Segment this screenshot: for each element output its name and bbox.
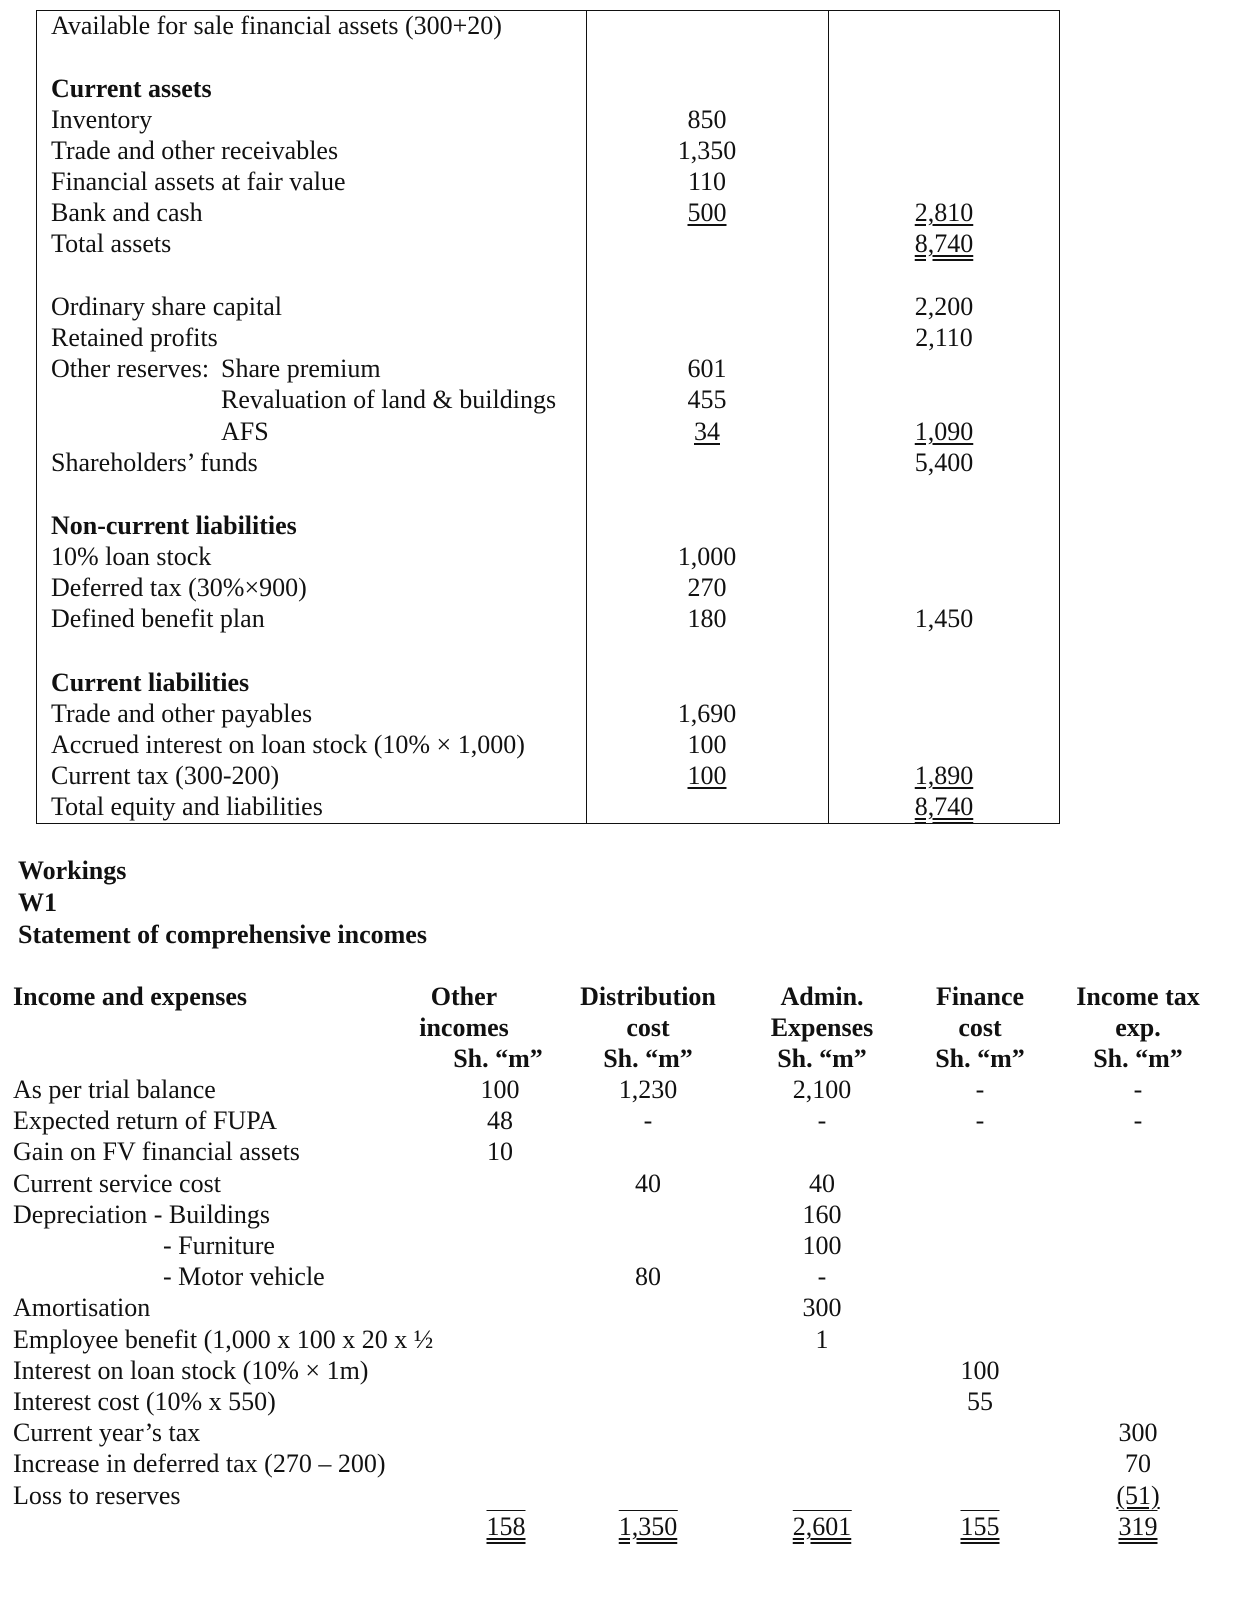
sci-row-label: Current service cost: [13, 1169, 221, 1198]
sci-cell-value: -: [975, 1075, 985, 1104]
total-finance-cost: 155: [960, 1512, 1000, 1541]
cl-mid-value: 100: [687, 761, 727, 790]
sci-row-label: Depreciation - Buildings: [13, 1200, 271, 1229]
sci-cell-value: 100: [960, 1356, 1000, 1385]
ncl-label: Defined benefit plan: [51, 604, 265, 633]
col-header: cost: [626, 1013, 670, 1042]
ca-label: Trade and other receivables: [51, 136, 339, 165]
total-admin-expenses: 2,601: [792, 1512, 852, 1541]
total-assets-value: 8,740: [914, 229, 974, 258]
workings-title: Workings: [18, 856, 127, 885]
ncl-label: Deferred tax (30%×900): [51, 573, 307, 602]
ncl-mid-value: 1,000: [677, 542, 737, 571]
reserves-subtotal: 1,090: [914, 417, 974, 446]
sci-cell-value: 55: [967, 1387, 993, 1416]
afs-row-label: Available for sale financial assets (300+20): [51, 11, 502, 40]
sci-cell-value: 1: [815, 1325, 829, 1354]
cl-label: Current tax (300-200): [51, 761, 280, 790]
sci-row-label: Interest cost (10% x 550): [13, 1387, 276, 1416]
col-header: cost: [958, 1013, 1002, 1042]
ca-label: Financial assets at fair value: [51, 167, 346, 196]
sci-cell-value: -: [1133, 1075, 1143, 1104]
col-header: Admin.: [780, 982, 864, 1011]
total-el-label: Total equity and liabilities: [51, 792, 323, 821]
ca-subtotal: 2,810: [914, 198, 974, 227]
col-header: exp.: [1115, 1013, 1161, 1042]
sci-cell-value: 70: [1125, 1449, 1151, 1478]
equity-label: Retained profits: [51, 323, 218, 352]
sci-row-label: Expected return of FUPA: [13, 1106, 278, 1135]
sci-cell-value: 2,100: [792, 1075, 852, 1104]
sci-cell-value: 100: [802, 1231, 842, 1260]
reserve-label: Share premium: [221, 354, 381, 383]
col-header: Sh. “m”: [935, 1044, 1025, 1073]
sci-cell-value: 80: [635, 1262, 661, 1291]
ncl-label: 10% loan stock: [51, 542, 212, 571]
reserve-value: 34: [694, 417, 720, 446]
ncl-subtotal: 1,450: [914, 604, 974, 633]
sci-row-label: Current year’s tax: [13, 1418, 201, 1447]
ca-label: Inventory: [51, 105, 153, 134]
current-assets-heading: Current assets: [51, 74, 212, 103]
reserve-value: 455: [687, 385, 727, 414]
col-header: Distribution: [580, 982, 716, 1011]
sci-cell-value: 160: [802, 1200, 842, 1229]
sci-row-label: Interest on loan stock (10% × 1m): [13, 1356, 369, 1385]
col-header: Other: [430, 982, 498, 1011]
sci-cell-value: 300: [802, 1293, 842, 1322]
sci-row-label: - Motor vehicle: [163, 1262, 325, 1291]
ncl-mid-value: 180: [687, 604, 727, 633]
sci-cell-value: -: [1133, 1106, 1143, 1135]
shareholders-funds-label: Shareholders’ funds: [51, 448, 258, 477]
reserve-label: Revaluation of land & buildings: [221, 385, 557, 414]
total-assets-label: Total assets: [51, 229, 172, 258]
ncl-mid-value: 270: [687, 573, 727, 602]
sci-row-label: As per trial balance: [13, 1075, 216, 1104]
sci-cell-value: 40: [809, 1169, 835, 1198]
col-header: Expenses: [770, 1013, 874, 1042]
cl-label: Accrued interest on loan stock (10% × 1,000): [51, 730, 525, 759]
col-header: Sh. “m”: [453, 1044, 543, 1073]
sci-cell-value: 10: [487, 1137, 513, 1166]
sci-cell-value: (51): [1116, 1481, 1160, 1510]
sci-title: Statement of comprehensive incomes: [18, 920, 427, 949]
ca-label: Bank and cash: [51, 198, 203, 227]
total-el-value: 8,740: [914, 792, 974, 821]
reserve-value: 601: [687, 354, 727, 383]
equity-value: 2,200: [914, 292, 974, 321]
ca-mid-value: 500: [687, 198, 727, 227]
ca-mid-value: 1,350: [677, 136, 737, 165]
sci-cell-value: -: [975, 1106, 985, 1135]
sci-cell-value: -: [817, 1106, 827, 1135]
equity-label: Ordinary share capital: [51, 292, 283, 321]
sci-header-label: Income and expenses: [13, 982, 248, 1011]
cl-label: Trade and other payables: [51, 699, 313, 728]
sci-cell-value: -: [817, 1262, 827, 1291]
sci-cell-value: 40: [635, 1169, 661, 1198]
sci-row-label: Employee benefit (1,000 x 100 x 20 x ½: [13, 1325, 434, 1354]
ca-mid-value: 110: [687, 167, 727, 196]
other-reserves-label: Other reserves:: [51, 354, 210, 383]
cl-subtotal: 1,890: [914, 761, 974, 790]
ncl-heading: Non-current liabilities: [51, 511, 297, 540]
sci-row-label: Gain on FV financial assets: [13, 1137, 300, 1166]
reserve-label: AFS: [221, 417, 269, 446]
cl-mid-value: 100: [687, 730, 727, 759]
col-header: Sh. “m”: [603, 1044, 693, 1073]
col-header: Income tax: [1076, 982, 1200, 1011]
col-header: Sh. “m”: [1093, 1044, 1183, 1073]
column-divider: [586, 10, 587, 824]
sci-cell-value: 300: [1118, 1418, 1158, 1447]
w1-label: W1: [18, 888, 57, 917]
sci-cell-value: 48: [487, 1106, 513, 1135]
column-divider: [828, 10, 829, 824]
sci-cell-value: 1,230: [618, 1075, 678, 1104]
total-income-tax: 319: [1118, 1512, 1158, 1541]
cl-mid-value: 1,690: [677, 699, 737, 728]
sci-cell-value: 100: [480, 1075, 520, 1104]
sci-row-label: Increase in deferred tax (270 – 200): [13, 1449, 386, 1478]
col-header: Finance: [935, 982, 1025, 1011]
total-distribution-cost: 1,350: [618, 1512, 678, 1541]
col-header: Sh. “m”: [777, 1044, 867, 1073]
sci-row-label: Amortisation: [13, 1293, 151, 1322]
sci-cell-value: -: [643, 1106, 653, 1135]
ca-mid-value: 850: [687, 105, 727, 134]
cl-heading: Current liabilities: [51, 668, 250, 697]
equity-value: 2,110: [915, 323, 973, 352]
sci-row-label: Loss to reserves: [13, 1481, 181, 1510]
shareholders-funds-value: 5,400: [914, 448, 974, 477]
total-other-incomes: 158: [486, 1512, 526, 1541]
col-header: incomes: [419, 1013, 509, 1042]
sci-row-label: - Furniture: [163, 1231, 275, 1260]
